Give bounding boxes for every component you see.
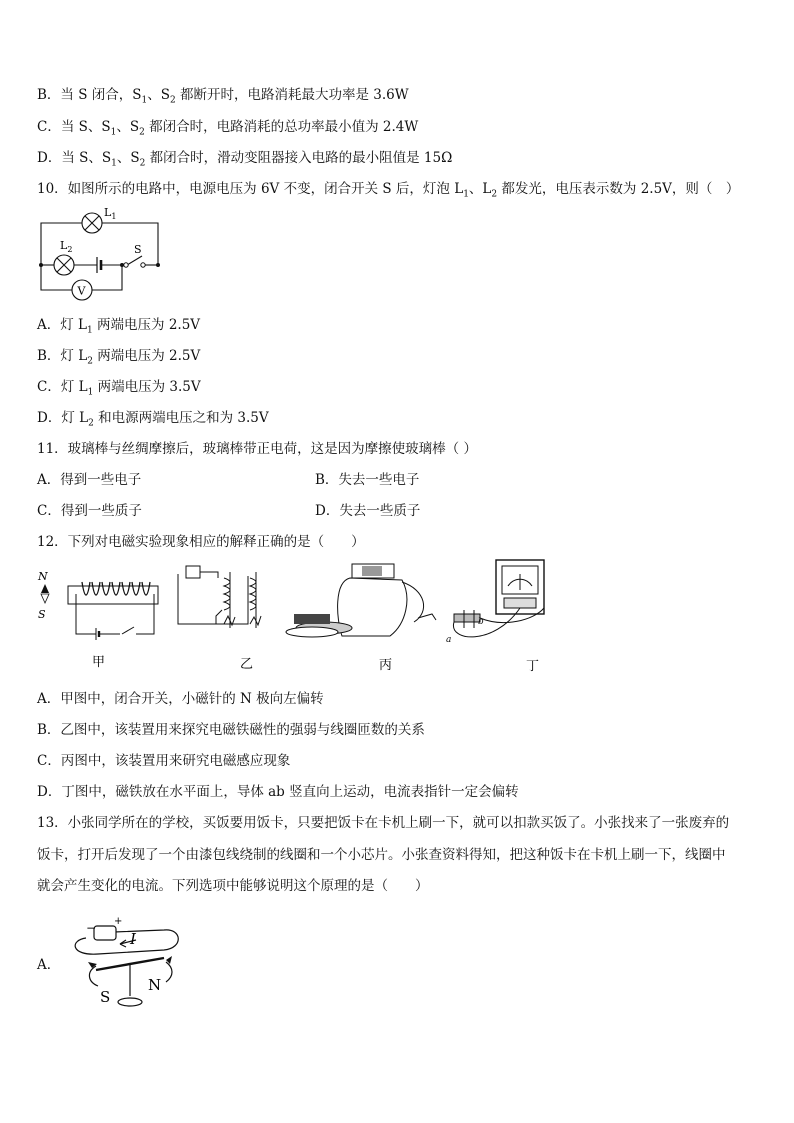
compass-n-label: N [38,570,48,583]
voltmeter-label: V [77,284,86,298]
battery-minus-sign: − [86,921,97,935]
q9-option-c: C．当 S、$S_1$、$S_2$ 都闭合时，电路消耗的总功率最小值为 2.4W [37,119,419,138]
conductor-b-label: b [478,617,484,627]
l1-label: $L_1$ [104,206,117,221]
figure-jia [37,570,158,640]
q11-option-c: C．得到一些质子 [37,503,142,519]
compass-s-label: S [38,608,46,621]
q12-option-c: C．丙图中，该装置用来研究电磁感应现象 [37,753,291,769]
magnet-s-label: S [100,988,111,1006]
q13-option-a-figure [68,908,190,1020]
conductor-a-label: a [446,635,452,645]
figure-bing [286,564,436,637]
figure-label-yi: 乙 [240,657,254,672]
q10-circuit-diagram [34,203,166,301]
q13-stem-line-2: 饭卡，打开后发现了一个由漆包线绕制的线圈和一个小芯片。小张查资料得知，把这种饭卡在卡机上刷一下，线圈中 [37,847,726,863]
current-label: I [130,930,136,948]
q10-option-d: D．灯 $L_2$ 和电源两端电压之和为 3.5V [37,410,269,429]
q11-option-b: B．失去一些电子 [315,472,420,488]
q12-figures [34,558,554,678]
q10-option-c: C．灯 $L_1$ 两端电压为 3.5V [37,379,201,398]
q12-option-d: D．丁图中，磁铁放在水平面上，导体 ab 竖直向上运动，电流表指针一定会偏转 [37,784,519,800]
q13-stem-line-3: 就会产生变化的电流。下列选项中能够说明这个原理的是（ ） [37,878,429,894]
q9-option-b: B．当 S 闭合，$S_1$、$S_2$ 都断开时，电路消耗最大功率是 3.6W [37,87,409,106]
figure-ding [446,560,544,645]
q12-option-a: A．甲图中，闭合开关，小磁针的 N 极向左偏转 [37,691,324,707]
q10-option-b: B．灯 $L_2$ 两端电压为 2.5V [37,348,201,367]
switch-label: S [134,243,142,256]
q10-stem: 10．如图所示的电路中，电源电压为 6V 不变，闭合开关 S 后，灯泡 $L_1$、$L_2$ 都发光，电压表示数为 2.5V，则（ ） [37,181,740,200]
q13-stem-line-1: 13．小张同学所在的学校，买饭要用饭卡，只要把饭卡在卡机上刷一下，就可以扣款买饭了。小张找来了一张废弃的 [37,815,730,831]
q10-option-a: A．灯 $L_1$ 两端电压为 2.5V [37,317,201,336]
figure-yi [178,566,261,628]
magnet-n-label: N [148,976,162,994]
q12-option-b: B．乙图中，该装置用来探究电磁铁磁性的强弱与线圈匝数的关系 [37,722,425,738]
figure-label-ding: 丁 [526,659,540,674]
q11-option-a: A．得到一些电子 [37,472,142,488]
figure-label-jia: 甲 [92,655,106,670]
q11-stem: 11．玻璃棒与丝绸摩擦后，玻璃棒带正电荷，这是因为摩擦使玻璃棒（ ） [37,441,477,457]
q9-option-d: D．当 S、$S_1$、$S_2$ 都闭合时，滑动变阻器接入电路的最小阻值是 15Ω [37,150,453,169]
figure-label-bing: 丙 [379,658,393,673]
l2-label: $L_2$ [60,239,73,254]
q12-stem: 12．下列对电磁实验现象相应的解释正确的是（ ） [37,534,365,550]
q11-option-d: D．失去一些质子 [315,503,421,519]
battery-plus-sign: + [114,916,123,927]
q13-option-a-label: A． [37,957,61,973]
